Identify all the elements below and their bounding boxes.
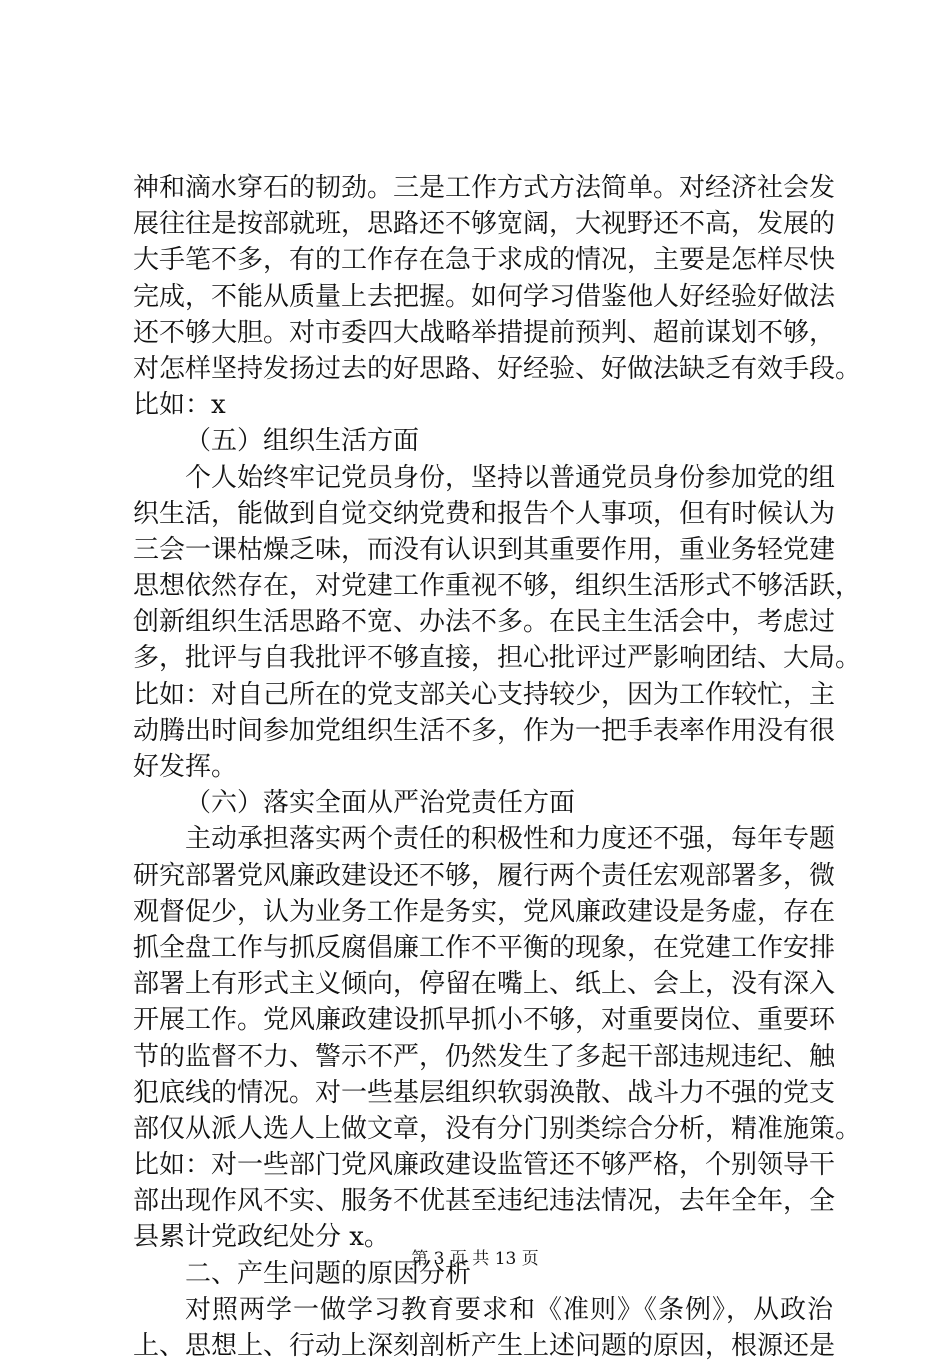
text-line: 多，批评与自我批评不够直接，担心批评过严影响团结、大局。	[133, 643, 862, 674]
section-heading: （六）落实全面从严治党责任方面	[185, 788, 576, 819]
paragraph-first-line: 主动承担落实两个责任的积极性和力度还不强，每年专题	[185, 824, 836, 855]
text-line: 神和滴水穿石的韧劲。三是工作方式方法简单。对经济社会发	[133, 173, 836, 203]
text-line: 节的监督不力、警示不严，仍然发生了多起干部违规违纪、触	[133, 1041, 836, 1072]
text-line: 完成，不能从质量上去把握。如何学习借鉴他人好经验好做法	[133, 281, 836, 312]
text-line: 开展工作。党风廉政建设抓早抓小不够，对重要岗位、重要环	[133, 1005, 836, 1036]
text-line: 犯底线的情况。对一些基层组织软弱涣散、战斗力不强的党支	[133, 1077, 836, 1108]
section-heading: 二、产生问题的原因分析	[185, 1258, 472, 1289]
text-line: 比如：对自己所在的党支部关心支持较少，因为工作较忙，主	[133, 679, 836, 710]
text-line: 比如：x	[133, 390, 226, 421]
text-line: 创新组织生活思路不宽、办法不多。在民主生活会中，考虑过	[133, 607, 836, 638]
text-line: 县累计党政纪处分 x。	[133, 1222, 390, 1253]
text-line: 动腾出时间参加党组织生活不多，作为一把手表率作用没有很	[133, 715, 836, 746]
text-line: 部仅从派人选人上做文章，没有分门别类综合分析，精准施策。	[133, 1113, 862, 1144]
text-line: 研究部署党风廉政建设还不够，履行两个责任宏观部署多，微	[133, 860, 836, 891]
body-text	[133, 170, 862, 1364]
page-number-footer: 第 3 页 共 13 页	[411, 1249, 539, 1269]
text-line: 部署上有形式主义倾向，停留在嘴上、纸上、会上，没有深入	[133, 969, 836, 1000]
text-line: 展往往是按部就班，思路还不够宽阔，大视野还不高，发展的	[133, 209, 836, 240]
text-line: 好发挥。	[133, 752, 238, 782]
text-line: 三会一课枯燥乏味，而没有认识到其重要作用，重业务轻党建	[133, 534, 836, 565]
text-line: 观督促少，认为业务工作是务实，党风廉政建设是务虚，存在	[133, 896, 836, 927]
text-line: 大手笔不多，有的工作存在急于求成的情况，主要是怎样尽快	[133, 245, 836, 276]
text-line: 部出现作风不实、服务不优甚至违纪违法情况，去年全年，全	[133, 1186, 836, 1217]
paragraph-first-line: 个人始终牢记党员身份，坚持以普通党员身份参加党的组	[185, 462, 836, 493]
text-line: 织生活，能做到自觉交纳党费和报告个人事项，但有时候认为	[133, 498, 836, 529]
text-line: 上、思想上、行动上深刻剖析产生上述问题的原因，根源还是	[133, 1331, 836, 1361]
text-line: 对怎样坚持发扬过去的好思路、好经验、好做法缺乏有效手段。	[133, 353, 862, 384]
text-line: 比如：对一些部门党风廉政建设监管还不够严格，个别领导干	[133, 1150, 836, 1181]
text-line: 抓全盘工作与抓反腐倡廉工作不平衡的现象，在党建工作安排	[133, 932, 836, 963]
section-heading: （五）组织生活方面	[185, 426, 420, 457]
text-line: 思想依然存在，对党建工作重视不够，组织生活形式不够活跃，	[133, 571, 862, 602]
paragraph-first-line: 对照两学一做学习教育要求和《准则》《条例》，从政治	[185, 1294, 833, 1325]
text-line: 还不够大胆。对市委四大战略举措提前预判、超前谋划不够，	[133, 317, 836, 348]
